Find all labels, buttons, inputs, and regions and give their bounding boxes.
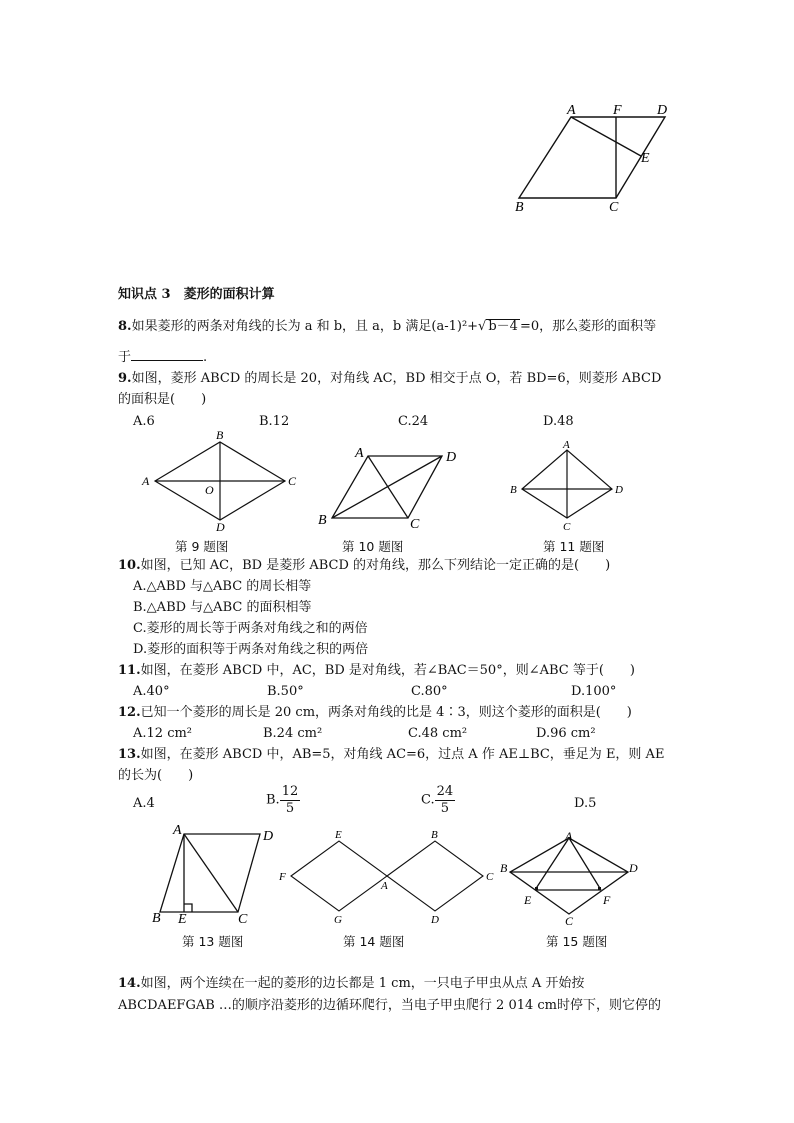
- q8-line2-suffix: .: [203, 350, 208, 365]
- label-D: D: [615, 484, 623, 496]
- question-number: 10.: [118, 558, 141, 573]
- section-title: 知识点 3 菱形的面积计算: [118, 287, 275, 302]
- label-A: A: [173, 823, 182, 838]
- label-G: G: [334, 914, 342, 926]
- label-D: D: [263, 829, 274, 844]
- label-C: C: [609, 200, 619, 215]
- q8-line2-prefix: 于: [118, 350, 132, 365]
- figure-10-caption: 第 10 题图: [342, 539, 404, 554]
- q12-option-d: D.96 cm²: [536, 726, 596, 741]
- label-B: B: [515, 200, 524, 215]
- label-C: C: [238, 912, 248, 927]
- q10-option-d: D.菱形的面积等于两条对角线之积的两倍: [133, 642, 369, 657]
- label-A: A: [567, 103, 576, 118]
- question-13: [118, 746, 664, 764]
- question-number: 9.: [118, 371, 132, 386]
- answer-blank[interactable]: [131, 348, 203, 361]
- figure-15-caption: 第 15 题图: [546, 934, 608, 949]
- figure-13: [148, 820, 288, 930]
- q8-text-a: 如果菱形的两条对角线的长为 a 和 b，且 a，b 满足(a-1)²+: [131, 319, 479, 334]
- option-prefix: B.: [266, 792, 280, 808]
- q13-option-d: D.5: [574, 796, 597, 811]
- q13-line1: 如图，在菱形 ABCD 中，AB=5，对角线 AC=6，过点 A 作 AE⊥BC，垂足为 E，则 AE: [140, 747, 665, 762]
- label-C: C: [565, 914, 574, 928]
- label-E: E: [524, 893, 532, 907]
- option-prefix: C.: [421, 792, 435, 808]
- q11-option-a: A.40°: [133, 684, 170, 699]
- question-number: 12.: [118, 705, 141, 720]
- q11-option-c: C.80°: [411, 684, 448, 699]
- q8-text-b: =0，那么菱形的面积等: [519, 319, 657, 334]
- label-F: F: [613, 103, 622, 118]
- numerator: 24: [436, 784, 454, 799]
- q10-option-b: B.△ABD 与△ABC 的面积相等: [133, 600, 312, 615]
- label-F: F: [603, 893, 611, 907]
- label-D: D: [431, 914, 439, 926]
- fraction: [280, 784, 301, 817]
- q11-option-d: D.100°: [571, 684, 617, 699]
- label-F: F: [279, 871, 286, 883]
- figure-11-caption: 第 11 题图: [543, 539, 605, 554]
- q9-option-c: C.24: [398, 414, 429, 429]
- label-D: D: [629, 861, 638, 875]
- q14-line1: 如图，两个连续在一起的菱形的边长都是 1 cm，一只电子甲虫从点 A 开始按: [140, 976, 585, 991]
- question-11: [118, 662, 635, 680]
- question-10: [118, 557, 610, 575]
- label-B: B: [216, 428, 224, 442]
- question-8: [118, 318, 656, 336]
- q9-option-b: B.12: [259, 414, 290, 429]
- figure-9: [138, 428, 308, 538]
- q11-stem: 如图，在菱形 ABCD 中，AC，BD 是对角线，若∠BAC＝50°，则∠ABC 等于( ): [140, 663, 636, 678]
- q12-stem: 已知一个菱形的周长是 20 cm，两条对角线的比是 4∶3，则这个菱形的面积是( ): [140, 705, 632, 720]
- q12-option-c: C.48 cm²: [408, 726, 468, 741]
- question-9-line2: 的面积是( ): [118, 392, 207, 407]
- q11-option-b: B.50°: [267, 684, 304, 699]
- label-A: A: [563, 439, 570, 451]
- denominator: 5: [440, 801, 450, 816]
- label-B: B: [510, 484, 517, 496]
- figure-15: [498, 828, 643, 928]
- label-C: C: [486, 871, 494, 883]
- figure-11: [505, 436, 635, 536]
- label-E: E: [335, 829, 342, 841]
- label-A: A: [355, 446, 364, 461]
- label-A: A: [142, 474, 150, 488]
- q10-stem: 如图，已知 AC，BD 是菱形 ABCD 的对角线，那么下列结论一定正确的是( ): [140, 558, 611, 573]
- q9-option-d: D.48: [543, 414, 574, 429]
- label-D: D: [446, 450, 457, 465]
- question-13-line2: 的长为( ): [118, 768, 194, 783]
- label-C: C: [288, 474, 297, 488]
- top-figure: [505, 98, 685, 218]
- label-C: C: [563, 521, 571, 533]
- figure-13-caption: 第 13 题图: [182, 934, 244, 949]
- q13-option-a: A.4: [133, 796, 155, 811]
- q12-option-b: B.24 cm²: [263, 726, 323, 741]
- denominator: 5: [285, 801, 295, 816]
- label-B: B: [318, 513, 327, 528]
- label-O: O: [205, 483, 214, 497]
- question-14: [118, 975, 584, 993]
- q13-option-c: [421, 784, 455, 817]
- q9-line1: 如图，菱形 ABCD 的周长是 20，对角线 AC，BD 相交于点 O，若 BD=6，则菱形 ABCD: [131, 371, 662, 386]
- question-number: 11.: [118, 663, 141, 678]
- sqrt-sign: √: [478, 319, 487, 334]
- question-12: [118, 704, 632, 722]
- label-D: D: [657, 103, 668, 118]
- label-B: B: [431, 829, 438, 841]
- q9-option-a: A.6: [133, 414, 155, 429]
- label-B: B: [500, 861, 508, 875]
- q12-option-a: A.12 cm²: [133, 726, 193, 741]
- q10-option-c: C.菱形的周长等于两条对角线之和的两倍: [133, 621, 368, 636]
- question-9: [118, 370, 661, 388]
- label-A: A: [381, 880, 388, 892]
- question-number: 13.: [118, 747, 141, 762]
- question-8-line2: [118, 348, 207, 367]
- label-B: B: [152, 911, 161, 926]
- label-A: A: [565, 829, 573, 843]
- numerator: 12: [281, 784, 299, 799]
- question-number: 8.: [118, 319, 132, 334]
- label-D: D: [216, 520, 225, 534]
- sqrt-body: b－4: [488, 319, 518, 334]
- figure-10: [312, 440, 472, 535]
- q13-option-b: [266, 784, 300, 817]
- label-E: E: [178, 912, 187, 927]
- figure-14-caption: 第 14 题图: [343, 934, 405, 949]
- q10-option-a: A.△ABD 与△ABC 的周长相等: [133, 579, 312, 594]
- question-number: 14.: [118, 976, 141, 991]
- label-E: E: [641, 151, 650, 166]
- label-C: C: [410, 517, 420, 532]
- question-14-line2: ABCDAEFGAB …的顺序沿菱形的边循环爬行，当电子甲虫爬行 2 014 cm时停下，则它停的: [118, 998, 661, 1013]
- figure-14: [276, 826, 501, 930]
- figure-9-caption: 第 9 题图: [175, 539, 229, 554]
- fraction: [435, 784, 456, 817]
